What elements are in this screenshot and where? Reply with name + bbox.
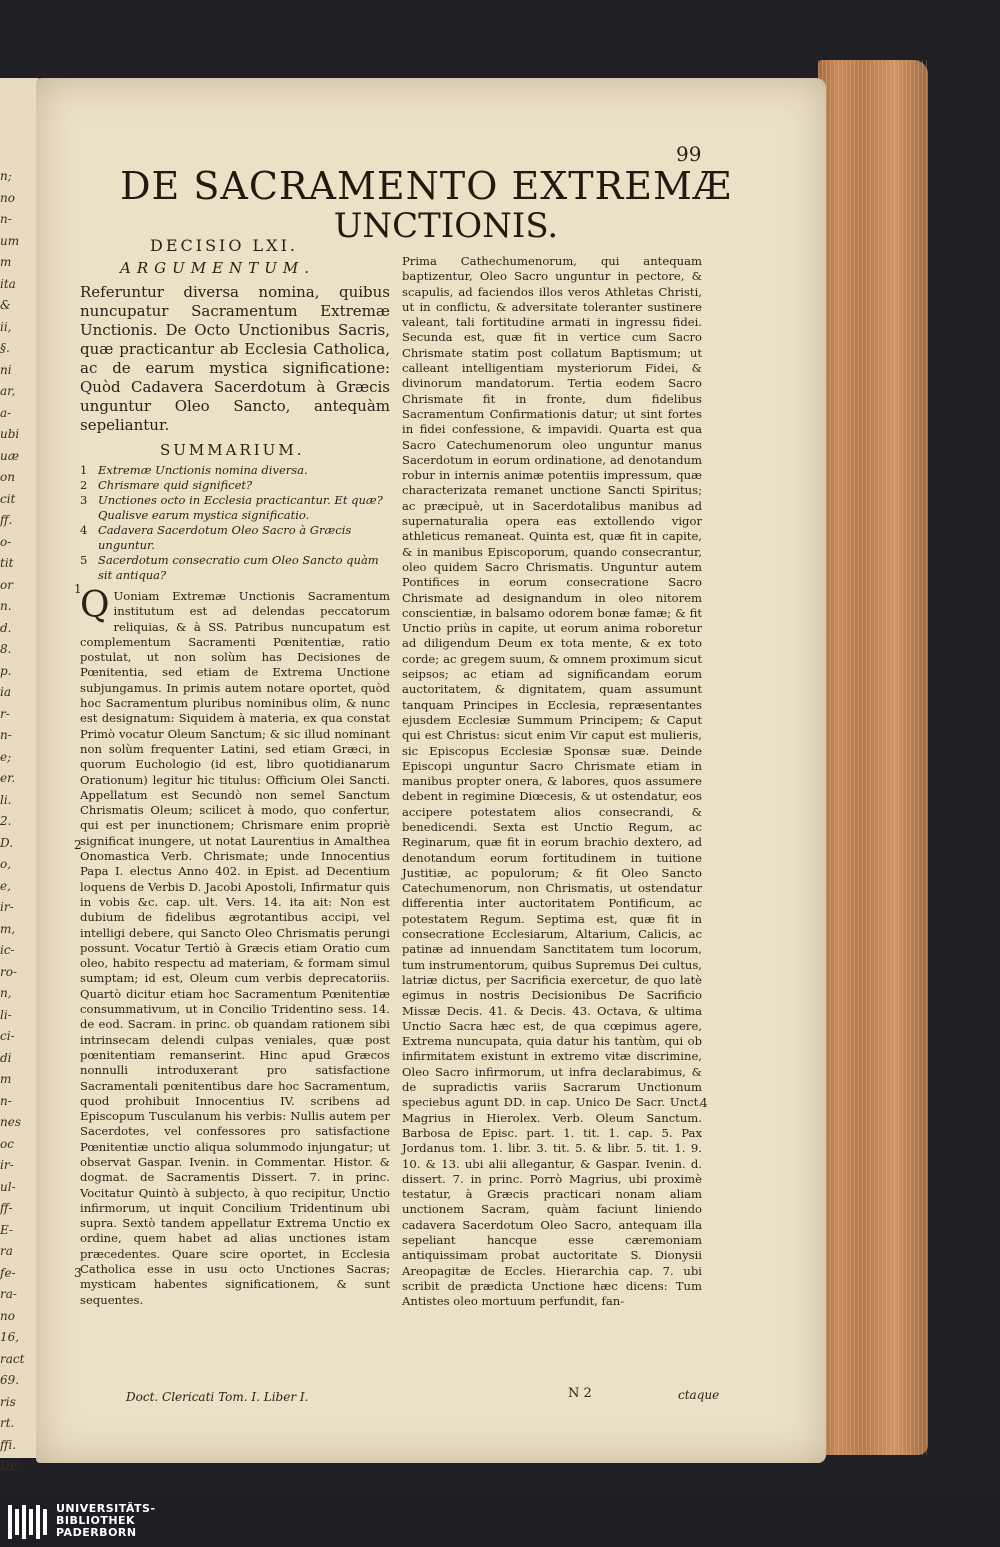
previous-page-fragment: r- xyxy=(0,706,10,721)
previous-page-fragment: ra xyxy=(0,1244,13,1258)
previous-page-fragment: er. xyxy=(0,771,16,785)
summarium-item: 3 Unctiones octo in Ecclesia practicantur. Et quæ? Qualisve earum mystica significatio. xyxy=(80,493,383,522)
previous-page-fragment: m xyxy=(0,255,12,269)
margin-number: 2 xyxy=(74,838,82,852)
previous-page-fragment: o, xyxy=(0,857,12,871)
previous-page-fragment: n- xyxy=(0,212,12,226)
previous-page-fragment: tit xyxy=(0,556,14,570)
title-line-2: UNCTIONIS. xyxy=(333,206,559,246)
previous-page-fragment: ia xyxy=(0,685,11,699)
page-99 xyxy=(36,78,826,1463)
previous-page-fragment: ris xyxy=(0,1394,16,1409)
previous-page-fragment: ff. xyxy=(0,513,13,527)
previous-page-fragment: E- xyxy=(0,1222,14,1237)
page-number: 99 xyxy=(676,142,702,166)
previous-page-fragment: cit xyxy=(0,491,16,506)
summarium-item: 2 Chrismare quid significet? xyxy=(80,478,253,492)
summarium-item: 4 Cadavera Sacerdotum Oleo Sacro à Græcis unguntur. xyxy=(80,523,352,552)
previous-page-fragment: ci- xyxy=(0,1029,15,1043)
previous-page-fragment: 8. xyxy=(0,642,12,656)
previous-page-fragment: 2. xyxy=(0,814,12,828)
previous-page-fragment: ita xyxy=(0,276,16,291)
previous-page-fragment: ni xyxy=(0,362,12,377)
previous-page-fragment: m, xyxy=(0,921,16,936)
previous-page-fragment: oc xyxy=(0,1136,14,1151)
library-logo-text: UNIVERSITÄTS- BIBLIOTHEK PADERBORN xyxy=(56,1502,156,1539)
decisio-heading: DECISIO LXI. xyxy=(150,236,298,255)
previous-page-fragment: p. xyxy=(0,663,12,678)
previous-page-fragment: ffi. xyxy=(0,1437,17,1452)
previous-page-fragment: ract xyxy=(0,1351,25,1366)
previous-page-edge xyxy=(0,78,40,1473)
catchword: ctaque xyxy=(678,1388,720,1402)
previous-page-fragment: e, xyxy=(0,878,11,893)
previous-page-fragment: li- xyxy=(0,1007,12,1022)
previous-page-fragment: rt. xyxy=(0,1416,15,1430)
previous-page-fragment: no xyxy=(0,1308,15,1323)
margin-number: 3 xyxy=(74,1266,82,1280)
previous-page-fragment: d. xyxy=(0,620,12,635)
library-footer-bar xyxy=(0,1497,1000,1547)
previous-page-fragment: ir- xyxy=(0,900,14,914)
argumentum-heading: ARGUMENTUM. xyxy=(120,259,315,277)
library-logo-icon xyxy=(8,1505,46,1539)
previous-page-fragment: ic- xyxy=(0,943,15,957)
previous-page-fragment: 69. xyxy=(0,1373,20,1387)
previous-page-fragment: ir- xyxy=(0,1158,14,1172)
summarium-list xyxy=(80,463,390,583)
previous-page-fragment: nes xyxy=(0,1115,21,1129)
previous-page-fragment: DE- xyxy=(0,1459,23,1473)
summarium-item: 1 Extremæ Unctionis nomina diversa. xyxy=(80,463,308,477)
previous-page-fragment: fe- xyxy=(0,1265,16,1280)
footer-running-title: Doct. Clericati Tom. I. Liber I. xyxy=(126,1390,309,1404)
previous-page-fragment: di xyxy=(0,1050,12,1065)
previous-page-fragment: ar, xyxy=(0,384,16,398)
previous-page-fragment: on xyxy=(0,470,15,484)
left-body-text: Q Uoniam Extremæ Unctionis Sacramentum institutum est ad delendas peccatorum reliquias, & à SS. Patribus nuncupatum est complementum Sacramenti Pœnitentiæ, ratio postulat, ut non solùm has Decisiones de Pœnitentia, sed etiam de Extrema Unctione subjungamus. In primis autem notare oportet, quòd hoc Sacramentum pluribus nominibus olim, & nunc est designatum: Siquidem à materia, ex qua constat Primò vocatur Oleum Sanctum; & sic illud nominant non solùm frequenter Latini, sed etiam Græci, in quorum Euchologio (id est, libro quotidianarum Orationum) legitur hic titulus: Officium Olei Sancti. Appellatum est Secundò non semel Sanctum Chrismatis Oleum; scilicet à modo, quo confertur, qui est per inunctionem; Chrismare enim propriè significat inungere, ut notat Laurentius in Amalthea Onomastica Verb. Chrismate; unde Innocentius Papa I. electus Anno 402. in Epist. ad Decentium loquens de Verbis D. Jacobi Apostoli, Infirmatur quis in vobis &c. cap. ult. Vers. 14. ita ait: Non est dubium de fidelibus ægrotantibus accipi, vel intelligi debere, qui Sancto Oleo Chrismatis perungi possunt. Vocatur Tertiò à Græcis etiam Oratio cum oleo, habito respectu ad materiam, & formam simul sumptam; id est, Oleum cum verbis deprecatoriis. Quartò dicitur etiam hoc Sacramentum Pœnitentiæ consummativum, ut in Concilio Tridentino sess. 14. de eod. Sacram. in princ. ob quandam rationem sibi intrinsecam delendi culpas veniales, quæ post pœnitentiam remanserint. Hinc apud Græcos nonnulli introduxerant pro satisfactione Sacramentali pœnitentibus dare hoc Sacramentum, quod prohibuit Innocentius IV. scribens ad Episcopum Tusculanum his verbis: Nullis autem per Sacerdotes, vel confessores pro satisfactione Pœnitentiæ unctio aliqua solummodo injungatur; ut observat Gaspar. Ivenin. in Commentar. Histor. & dogmat. de Sacramentis Dissert. 7. in princ. Vocitatur Quintò à subjecto, à quo recipitur, Unctio infirmorum, ut inquit Concilium Tridentinum ubi supra. Sextò tandem appellatur Extrema Unctio ex ordine, quem habet ad alias unctiones istam præcedentes. Quare scire oportet, in Ecclesia Catholica esse in usu octo Unctiones Sacras; mysticam habentes significationem, & sunt sequentes. xyxy=(80,585,390,1307)
previous-page-fragment: no xyxy=(0,190,15,205)
previous-page-fragment: n, xyxy=(0,986,12,1000)
previous-page-fragment: ff- xyxy=(0,1201,13,1215)
previous-page-fragment: n- xyxy=(0,728,12,742)
title-line-1: DE SACRAMENTO EXTREMÆ xyxy=(120,164,732,208)
right-body-text: Prima Cathechumenorum, qui antequam baptizentur, Oleo Sacro unguntur in pectore, & scapulis, ad faciendos illos veros Athletas Christi, ut in conflictu, & adversitate toleranter sustinere valeant, tali fortitudine armati in ingressu fidei. Secunda est, quæ fit in vertice cum Sacro Chrismate statim post collatum Baptismum; ut calleant intelligentiam mysteriorum Fidei, & divinorum mandatorum. Tertia eodem Sacro Chrismate fit in fronte, dum fidelibus Sacramentum Confirmationis datur; ut sint fortes in fidei confessione, & impavidi. Quarta est qua Sacro Catechumenorum oleo unguntur manus Sacerdotum in eorum ordinatione, ad denotandum robur in internis animæ potentiis impressum, quæ characterizata remanet unctione Sancti Spiritus; ac præcipuè, ut in Sacerdotalibus manibus ad supernaturalia opera eas extollendo vigor athleticus remaneat. Quinta est, quæ fit in capite, & in manibus Episcoporum, quando consecrantur, oleo quidem Sacro Chrismatis. Unguntur autem Pontifices in eorum consecratione Sacro Chrismate ad designandum in oleo nitorem conscientiæ, in balsamo odorem bonæ famæ; & fit Unctio priùs in capite, ut eorum anima roboretur ad diligendum Deum ex tota mente, & ex toto corde; ac gregem suum, & omnem proximum sicut seipsos; ac etiam ad significandam eorum auctoritatem, & dignitatem, quam assumunt tanquam Principes in Ecclesia, repræsentantes ejusdem Ecclesiæ Summum Principem; & Caput qui est Christus: sicut enim Vir caput est mulieris, sic Episcopus Ecclesiæ Sponsæ suæ. Deinde Episcopi unguntur Sacro Chrismate etiam in manibus propter onera, & labores, quos assumere debent in regimine Diœcesis, & ut ostendatur, eos accipere potestatem alios consecrandi, & benedicendi. Sexta est Unctio Regum, ac Reginarum, quæ fit in eorum brachio dextero, ad denotandum eorum fortitudinem in tuitione Justitiæ, ac populorum; & fit Oleo Sancto Catechumenorum, non Chrismatis, ut ostendatur differentia inter auctoritatem Pontificum, ac potestatem Regum. Septima est, quæ fit in consecratione Ecclesiarum, Altarium, Calicis, ac patinæ ad innuendam Sanctitatem tum locorum, tum instrumentorum, quibus Supremus Dei cultus, latriæ dictus, per Sacrificia exercetur, de quo latè egimus in nostris Decisionibus De Sacrificio Missæ Decis. 41. & Decis. 43. Octava, & ultima Unctio Sacra hæc est, de qua cœpimus agere, Extrema nuncupata, quia datur his tantùm, qui ob infirmitatem existunt in extremo vitæ discrimine, Oleo Sacro infirmorum, ut infra declarabimus, & de supradictis variis Sacrarum Unctionum speciebus agunt DD. in cap. Unico De Sacr. Unct. Magrius in Hierolex. Verb. Oleum Sanctum. Barbosa de Episc. part. 1. tit. 1. cap. 5. Pax Jordanus tom. 1. libr. 3. tit. 5. & libr. 5. tit. 1. 9. 10. & 13. ubi alii allegantur, & Gaspar. Ivenin. d. dissert. 7. in princ. Porrò Magrius, ubi proximè testatur, à Græcis practicari nonam aliam unctionem Sacram, quàm faciunt liniendo cadavera Sacerdotum Oleo Sacro, antequam illa sepeliant hancque esse cæremoniam antiquissimam probat auctoritate S. Dionysii Areopagitæ de Eccles. Hierarchia cap. 7. ubi scribit de prædicta Unctione hæc dicens: Tum Antistes oleo mortuum perfundit, fan- xyxy=(402,254,702,1309)
previous-page-fragment: 16, xyxy=(0,1330,20,1344)
previous-page-fragment: uæ xyxy=(0,448,20,463)
left-column xyxy=(80,236,390,1308)
book-page-block xyxy=(818,60,928,1455)
previous-page-fragment: ro- xyxy=(0,964,18,979)
signature-mark: N 2 xyxy=(568,1386,592,1401)
previous-page-fragment: §. xyxy=(0,341,10,355)
summarium-item: 5 Sacerdotum consecratio cum Oleo Sancto quàm sit antiqua? xyxy=(80,553,379,582)
previous-page-fragment: a- xyxy=(0,405,12,420)
previous-page-fragment: or xyxy=(0,577,13,592)
margin-number: 1 xyxy=(74,582,82,596)
right-column xyxy=(402,254,702,1309)
previous-page-fragment: ii, xyxy=(0,319,12,334)
previous-page-fragment: um xyxy=(0,233,20,248)
previous-page-fragment: m xyxy=(0,1072,12,1086)
previous-page-fragment: o- xyxy=(0,534,12,549)
previous-page-fragment: li. xyxy=(0,792,12,807)
previous-page-fragment: ubi xyxy=(0,427,20,441)
summarium-heading: SUMMARIUM. xyxy=(160,441,305,459)
argumentum-text: Referuntur diversa nomina, quibus nuncupatur Sacramentum Extremæ Unctionis. De Octo Unctionibus Sacris, quæ practicantur ab Ecclesia Catholica, ac de earum mystica significatione: Quòd Cadavera Sacerdotum à Græcis unguntur Oleo Sancto, antequàm sepeliantur. xyxy=(80,283,390,434)
previous-page-fragment: & xyxy=(0,298,11,312)
drop-cap: Q xyxy=(80,585,110,626)
previous-page-fragment: n; xyxy=(0,169,12,183)
previous-page-fragment: n- xyxy=(0,1093,12,1108)
previous-page-fragment: ul- xyxy=(0,1179,16,1194)
margin-number: 4 xyxy=(700,1096,708,1110)
previous-page-fragment: ra- xyxy=(0,1287,17,1301)
previous-page-fragment: e; xyxy=(0,749,12,764)
previous-page-fragment: D. xyxy=(0,835,14,850)
previous-page-fragment: n. xyxy=(0,599,12,613)
